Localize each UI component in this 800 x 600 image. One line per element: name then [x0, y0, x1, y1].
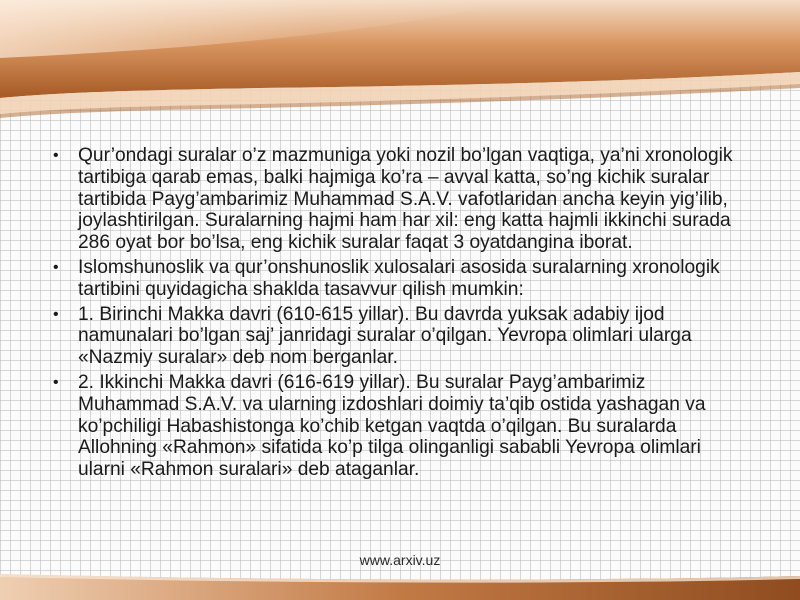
bullet-list	[52, 145, 742, 481]
decorative-bottom-band	[0, 560, 800, 600]
bullet-item-2	[52, 257, 742, 301]
bullet-item-4	[52, 372, 742, 481]
bullet-dot-icon: •	[53, 147, 59, 164]
bullet-text: Islomshunoslik va qur’onshunoslik xulosalari asosida suralarning xronologik tartibini quyidagicha shaklda tasavvur qilish mumkin:	[78, 256, 720, 300]
bullet-item-3	[52, 304, 742, 369]
content-area	[52, 145, 742, 484]
bullet-item-1	[52, 145, 742, 254]
bullet-dot-icon: •	[53, 305, 59, 323]
bullet-text: 1. Birinchi Makka davri (610-615 yillar). Bu davrda yuksak adabiy ijod namunalari bo’lgan saj’ janridagi suralar o’qilgan. Yevropa olimlari ularga «Nazmiy suralar» deb nom berganlar.	[78, 303, 692, 369]
bullet-text: Qur’ondagi suralar o’z mazmuniga yoki nozil bo’lgan vaqtiga, ya’ni xronologik tartibiga qarab emas, balki hajmiga ko’ra – avval katta, so’ng kichik suralar tartibida Payg’ambarimiz Muhammad S.A.V. vafotlaridan ancha keyin yig’ilib, joylashtirilgan. Suralarning hajmi ham har xil: eng katta hajmli ikkinchi surada 286 oyat bor bo’lsa, eng kichik suralar faqat 3 oyatdangina iborat.	[78, 145, 733, 254]
decorative-top-band	[0, 0, 800, 130]
bullet-text: 2. Ikkinchi Makka davri (616-619 yillar). Bu suralar Payg’ambarimiz Muhammad S.A.V. va ularning izdoshlari doimiy ta’qib ostida yashagan va ko’pchiligi Habashistonga ko’chib ketgan vaqtda o’qilgan. Bu suralarda Allohning «Rahmon» sifatida ko’p tilga olinganligi sababli Yevropa olimlari ularni «Rahmon suralari» deb ataganlar.	[78, 371, 706, 481]
bullet-dot-icon: •	[53, 258, 59, 276]
footer-url: www.arxiv.uz	[359, 552, 441, 568]
bullet-dot-icon: •	[53, 373, 59, 391]
